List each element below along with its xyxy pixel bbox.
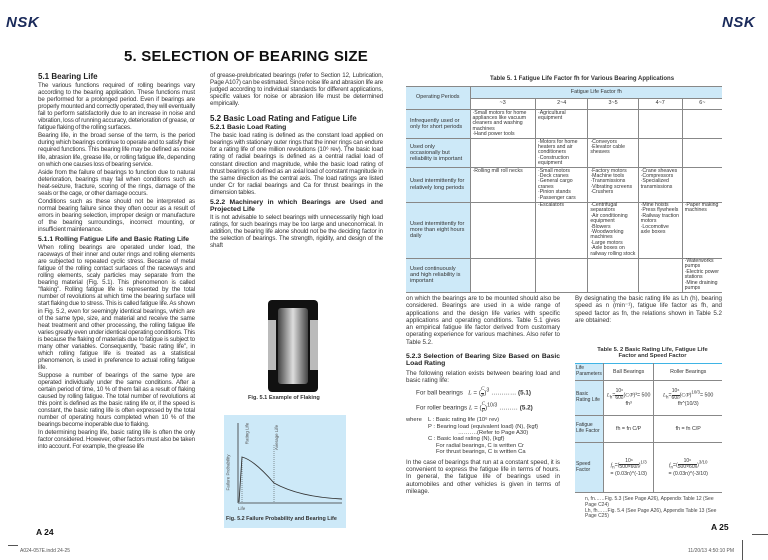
paragraph: Suppose a number of bearings of the same type are operated individually under the same conditions. After a certain period of time, 10 % of them fail as a result of flaking caused by rolling fatigue. The total number of revolutions at this point is defined as the basic rating life or, if the speed is constant, the basic rating life is often expressed by the total number of operating hours completed when 10 % of the bearings become inoperable due to flaking. bbox=[38, 371, 195, 429]
average-life-label: Average Life bbox=[274, 424, 280, 451]
column-3 bbox=[406, 295, 560, 497]
paragraph: The various functions required of rolling bearings vary according to the bearing application. These functions must be performed for a prolonged period. Even if bearings are properly mounted and correctly operated, they will eventually fail to perform satisfactorily due to an increase in noise and vibration, loss of running accuracy, deterioration of grease, or fatigue flaking of the rolling surfaces. bbox=[38, 82, 195, 132]
operating-period: Used only occasionally but reliability is important bbox=[406, 139, 470, 168]
header-range: 4~7 bbox=[638, 99, 682, 110]
application-cell: ·Paper making machines bbox=[682, 202, 722, 258]
equation-label: For roller bearings bbox=[416, 404, 468, 412]
application-cell: ·Agricultural equipment bbox=[535, 110, 587, 139]
application-cell bbox=[638, 110, 682, 139]
exponent: 10/3 bbox=[487, 402, 498, 409]
paragraph: The basic load rating is defined as the constant load applied on bearings with stationary outer rings that the inner rings can endure for a rating life of one million revolutions (10⁶ rev). The basic load rating of radial bearings is defined as a central radial load of constant direction and magnitude, while the basic load rating of thrust bearings is defined as an axial load of constant magnitude in the same direction as the central axis. The load ratings are listed under Cr for radial bearings and Ca for thrust bearings in the dimension tables. bbox=[210, 132, 383, 196]
basic-rating-life-table bbox=[575, 363, 722, 493]
failure-probability-chart bbox=[224, 415, 346, 528]
rating-life-label: Rating Life bbox=[244, 422, 250, 445]
subsection-heading: 5.1.1 Rolling Fatigue Life and Basic Rating Life bbox=[38, 236, 190, 244]
exponent: 3 bbox=[486, 387, 490, 394]
crop-mark bbox=[752, 534, 768, 535]
crop-mark bbox=[742, 540, 743, 560]
operating-period: Used intermittently for more than eight hours daily bbox=[406, 202, 470, 258]
application-cell bbox=[588, 110, 638, 139]
row-fatigue-life-factor: Fatigue Life Factor bbox=[575, 416, 603, 443]
paragraph: It is not advisable to select bearings with unnecessarily high load ratings, for such bearings may be too large and uneconomical. In addition, the bearing life alone should not be the deciding factor in the selection of bearings. The strength, rigidity, and design of the shaft bbox=[210, 213, 383, 250]
application-cell: ·Rolling mill roll necks bbox=[470, 168, 535, 202]
ball-speed-formula: $f_n=$( $\frac{\text{10⁶}}{500\times 60n}$ )$^{1/3}$ = (0.03n)^(-1/3) bbox=[603, 443, 654, 493]
roller-speed-formula: $f_n=$( $\frac{\text{10⁶}}{500\times 60n}$ )$^{3/10}$ = (0.03n)^(-3/10) bbox=[654, 443, 722, 493]
application-cell bbox=[588, 258, 638, 292]
flaking-photo bbox=[268, 300, 318, 392]
ball-fatigue-formula: fh = fn C/P bbox=[603, 416, 654, 443]
equation-5-2: For roller bearings L = ( $\frac{C}{P}$ )$^{10/3}$ ……… (5.2) bbox=[416, 402, 533, 414]
application-cell: ·Centrifugal separators ·Air conditioning equipment ·Blowers ·Woodworking machines ·Large motors ·Axle boxes on railway rolling stock bbox=[588, 202, 638, 258]
application-cell bbox=[682, 110, 722, 139]
ball-life-formula: $L_h=$ $\frac{\text{10⁶}}{60n}$ (C/P)³= 500 fh³ bbox=[603, 381, 654, 416]
equation-label: For ball bearings bbox=[416, 389, 463, 397]
formula-result: = 500 fh^(10/3) bbox=[677, 392, 714, 407]
equation-5-1: For ball bearings L = ( $\frac{C}{P}$ )$^3$ ………… (5.1) bbox=[416, 387, 531, 399]
fig-5-2-caption: Fig. 5.2 Failure Probability and Bearing Life bbox=[226, 516, 337, 522]
paragraph: on which the bearings are to be mounted should also be considered. Bearings are used in a wide range of applications and the design life varies with specific applications and operating conditions. Table 5.1 gives an empirical fatigue life factor derived from customary operating experience for various machines. Also refer to Table 5.2. bbox=[406, 295, 560, 346]
file-name: A024-057E.indd 24-25 bbox=[20, 548, 71, 554]
definition-L: L : Basic rating life (10⁶ rev) bbox=[428, 417, 500, 424]
page-number-left: A 24 bbox=[36, 527, 54, 537]
application-cell bbox=[682, 168, 722, 202]
note: Lh, fh……Fig. 5.4 (See Page A26), Appendix Table 13 (See Page C25) bbox=[585, 507, 717, 520]
paragraph: By designating the basic rating life as Lh (h), bearing speed as n (min⁻¹), fatigue life factor as fh, and speed factor as fn, the relations shown in Table 5.2 are obtained: bbox=[575, 295, 722, 324]
column-4 bbox=[575, 295, 722, 326]
table-5-2-title: Table 5. 2 Basic Rating Life, Fatigue Life Factor and Speed Factor bbox=[597, 347, 708, 360]
application-cell: ·Escalators bbox=[535, 202, 587, 258]
application-cell bbox=[638, 139, 682, 168]
nsk-logo-left: NSK bbox=[6, 14, 40, 31]
crop-mark bbox=[8, 545, 18, 546]
application-cell bbox=[470, 258, 535, 292]
note: n, fn……Fig. 5.3 (See Page A26), Appendix Table 12 (See Page C24) bbox=[585, 496, 714, 508]
definition-P: P : Bearing load (equivalent load) (N), {kgf} bbox=[428, 423, 539, 430]
table-row bbox=[406, 202, 722, 258]
application-cell bbox=[470, 202, 535, 258]
application-cell bbox=[470, 139, 535, 168]
table-row bbox=[406, 168, 722, 202]
paragraph: The following relation exists between bearing load and basic rating life: bbox=[406, 369, 560, 384]
formula-result: = (0.03n)^(-3/10) bbox=[668, 470, 708, 477]
table-5-1-title: Table 5. 1 Fatigue Life Factor fh for Various Bearing Applications bbox=[490, 76, 675, 82]
paragraph: When rolling bearings are operated under load, the raceways of their inner and outer rings and rolling elements are subjected to repeated cyclic stress. Because of metal fatigue of the rolling contact surfaces of the raceways and rolling elements, scaly particles may separate from the bearing material (Fig. 5.1). This phenomenon is called "flaking". Rolling fatigue life is represented by the total number of revolutions at which time the bearing surface will start flaking due to stress. This is called fatigue life. As shown in Fig. 5.2, even for seemingly identical bearings, which are of the same type, size, and material and receive the same heat treatment and other processing, the rolling fatigue life varies greatly even under identical operating conditions. This is because the flaking of materials due to fatigue is subject to many other variables. Consequently, "basic rating life", in which rolling fatigue life is treated as a statistical phenomenon, is used in preference to actual rolling fatigue life. bbox=[38, 244, 195, 371]
definition-C: C : Basic load rating (N), {kgf} bbox=[428, 436, 505, 443]
equation-number: (5.1) bbox=[518, 389, 531, 397]
paragraph: In determining bearing life, basic rating life is often the only factor considered. However, other factors must also be taken into account. For example, the grease life bbox=[38, 429, 195, 451]
application-cell: ·Small motors for home appliances like vacuum cleaners and washing machines ·Hand power tools bbox=[470, 110, 535, 139]
paragraph: In the case of bearings that run at a constant speed, it is convenient to express the fatigue life in terms of hours. In general, the fatigue life of bearings used in automobiles and other vehicles is given in terms of mileage. bbox=[406, 458, 560, 495]
header-fatigue-life-factor: Fatigue Life Factor fh bbox=[470, 87, 722, 99]
table-row bbox=[406, 139, 722, 168]
fatigue-life-factor-table bbox=[406, 86, 722, 293]
roller-life-formula: $L_h=$ $\frac{\text{10⁶}}{60n}$ $(C/P)^{10/3}= 500$ fh^(10/3) bbox=[654, 381, 722, 416]
operating-period: Used continuously and high reliability is important bbox=[406, 258, 470, 292]
header-ball-bearings: Ball Bearings bbox=[603, 364, 654, 381]
equation-number: (5.2) bbox=[519, 404, 533, 412]
table-row bbox=[406, 110, 722, 139]
subsection-heading: 5.2.3 Selection of Bearing Size Based on Basic Load Rating bbox=[406, 353, 560, 368]
fig-5-1-caption bbox=[248, 395, 320, 401]
y-axis-label: Failure Probability bbox=[225, 454, 231, 491]
application-cell: ·Waterworks pumps ·Electric power stations ·Mine draining pumps bbox=[682, 258, 722, 292]
table-row bbox=[406, 258, 722, 292]
caption-text: Fig. 5.1 Example of Flaking bbox=[248, 395, 320, 401]
header-life-parameters: Life Parameters bbox=[575, 364, 603, 381]
application-cell bbox=[535, 258, 587, 292]
subsection-heading: 5.2.1 Basic Load Rating bbox=[210, 124, 287, 132]
page-title: 5. SELECTION OF BEARING SIZE bbox=[124, 48, 368, 65]
header-operating-periods: Operating Periods bbox=[406, 87, 470, 110]
subsection-heading: 5.2.2 Machinery in which Bearings are Used and Projected Life bbox=[210, 198, 383, 213]
definition-Cr: For radial bearings, C is written Cr bbox=[436, 442, 524, 449]
header-roller-bearings: Roller Bearings bbox=[654, 364, 722, 381]
row-basic-rating-life: Basic Rating Life bbox=[575, 381, 603, 416]
application-cell bbox=[638, 258, 682, 292]
application-cell: ·Conveyors ·Elevator cable sheaves bbox=[588, 139, 638, 168]
application-cell: ·Crane sheaves ·Compressors ·Specialized transmissions bbox=[638, 168, 682, 202]
application-cell: ·Mine hoists ·Press flywheels ·Railway traction motors ·Locomotive axle boxes bbox=[638, 202, 682, 258]
where-label: where bbox=[406, 417, 422, 424]
nsk-logo-right: NSK bbox=[722, 14, 756, 31]
page-number-right: A 25 bbox=[711, 522, 729, 532]
definition-Ca: For thrust bearings, C is written Ca bbox=[436, 449, 526, 456]
row-speed-factor: Speed Factor bbox=[575, 443, 603, 493]
application-cell: ·Small motors ·Deck cranes ·General cargo cranes ·Pinion stands ·Passenger cars bbox=[535, 168, 587, 202]
life-distribution-curve bbox=[239, 457, 342, 502]
operating-period: Infrequently used or only for short periods bbox=[406, 110, 470, 139]
timestamp: 11/20/13 4:50:10 PM bbox=[688, 548, 735, 554]
section-heading: 5.2 Basic Load Rating and Fatigue Life bbox=[210, 114, 357, 124]
definition-P-ref: ……….(Refer to Page A30) bbox=[458, 430, 529, 437]
roller-fatigue-formula: fh = fn C/P bbox=[654, 416, 722, 443]
column-1 bbox=[38, 72, 195, 451]
paragraph: of grease-prelubricated bearings (refer to Section 12, Lubrication, Page A107) can be estimated. Since noise life and abrasion life are judged according to individual standards for different applications, specific values for noise or abrasion life must be determined empirically. bbox=[210, 72, 383, 108]
chart-svg bbox=[224, 415, 346, 515]
paragraph: Bearing life, in the broad sense of the term, is the period during which bearings continue to operate and to satisfy their required functions. This bearing life may be defined as noise life, abrasion life, grease life, or rolling fatigue life, depending on which one causes loss of bearing service. bbox=[38, 132, 195, 168]
operating-period: Used intermittently for relatively long periods bbox=[406, 168, 470, 202]
x-axis-label: Life bbox=[238, 506, 246, 511]
table-5-2-notes bbox=[585, 497, 722, 520]
application-cell: ·Factory motors ·Machine tools ·Transmissions ·Vibrating screens ·Crushers bbox=[588, 168, 638, 202]
column-2 bbox=[210, 72, 383, 250]
section-heading: 5.1 Bearing Life bbox=[38, 72, 98, 81]
header-range: ~3 bbox=[470, 99, 535, 110]
header-range: 6~ bbox=[682, 99, 722, 110]
paragraph: Aside from the failure of bearings to function due to natural deterioration, bearings may fail when conditions such as heat-seizure, fracture, scoring of the rings, damage of the seals or the cage, or other damage occurs. bbox=[38, 168, 195, 197]
where-block bbox=[406, 417, 560, 455]
formula-result: = 500 fh³ bbox=[625, 392, 651, 407]
header-range: 2~4 bbox=[535, 99, 587, 110]
application-cell: ·Motors for home heaters and air conditioners ·Construction equipment bbox=[535, 139, 587, 168]
formula-result: = (0.03n)^(-1/3) bbox=[610, 470, 647, 477]
paragraph: Conditions such as these should not be interpreted as normal bearing failure since they often occur as a result of errors in bearing selection, improper design or manufacture of the bearing surroundings, incorrect mounting, or insufficient maintenance. bbox=[38, 197, 195, 233]
application-cell bbox=[682, 139, 722, 168]
header-range: 3~5 bbox=[588, 99, 638, 110]
